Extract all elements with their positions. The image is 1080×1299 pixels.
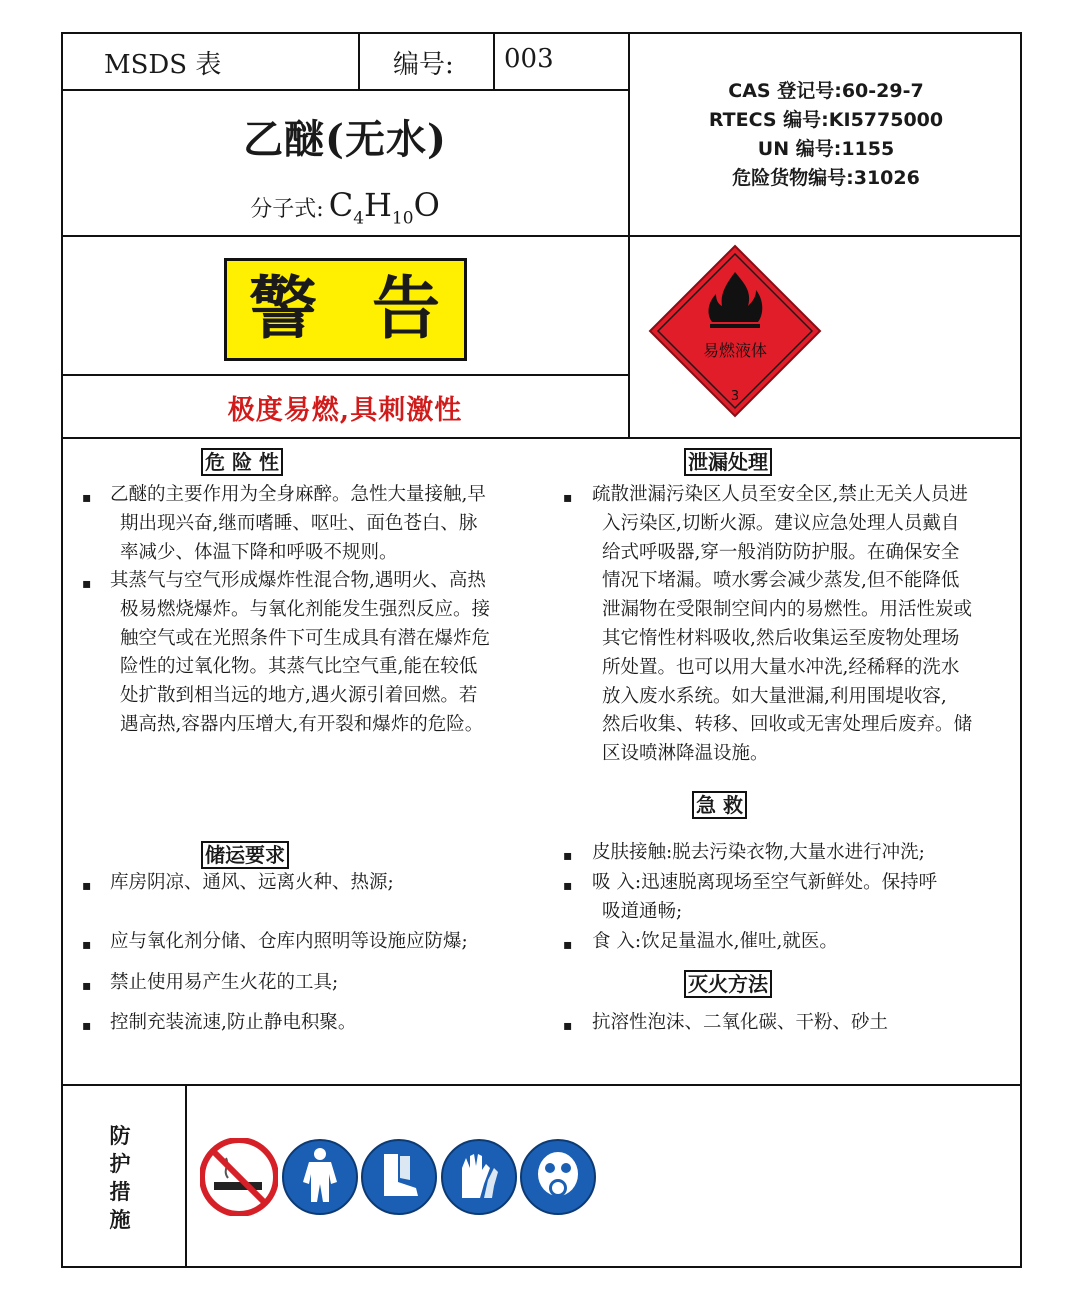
chemical-name: 乙醚(无水) — [243, 116, 447, 163]
un-number: UN 编号:1155 — [757, 138, 895, 160]
rule-title-bottom — [61, 235, 1022, 237]
bullet-icon: ▪ — [82, 878, 92, 894]
warning-banner — [224, 258, 467, 361]
rule-header-div1 — [358, 32, 360, 90]
section-title-leak: 泄漏处理 — [684, 448, 772, 476]
bullet-icon: ▪ — [563, 878, 573, 894]
rule-top-section-bottom — [61, 437, 1022, 439]
first-aid-skin: 皮肤接触:脱去污染衣物,大量水进行冲洗; — [592, 842, 925, 863]
first-aid-inhalation: 吸 入:迅速脱离现场至空气新鲜处。保持呼 — [592, 872, 938, 893]
warning-char-1: 警 — [249, 269, 318, 349]
danger-paragraph-1: 乙醚的主要作用为全身麻醉。急性大量接触,早 期出现兴奋,继而嗜睡、呕吐、面色苍白、脉 率减少、体温下降和呼吸不规则。 — [110, 484, 486, 563]
rule-protection-label — [185, 1084, 187, 1268]
bullet-icon: ▪ — [563, 937, 573, 953]
rtecs-number: RTECS 编号:KI5775000 — [708, 109, 944, 131]
rule-header-div2 — [493, 32, 495, 90]
first-aid-ingestion: 食 入:饮足量温水,催吐,就医。 — [592, 931, 838, 952]
safety-boots-icon — [360, 1138, 438, 1216]
hazard-class-number: 3 — [730, 389, 740, 404]
storage-item-2: 应与氧化剂分储、仓库内照明等设施应防爆; — [110, 931, 468, 952]
fire-method: 抗溶性泡沫、二氧化碳、干粉、砂土 — [592, 1012, 889, 1033]
bullet-icon: ▪ — [563, 1018, 573, 1034]
rule-header-bottom — [61, 89, 629, 91]
bullet-icon: ▪ — [82, 937, 92, 953]
section-title-first-aid: 急 救 — [692, 791, 747, 819]
storage-item-4: 控制充装流速,防止静电积聚。 — [110, 1012, 357, 1033]
section-title-fire: 灭火方法 — [684, 970, 772, 998]
protective-suit-icon — [281, 1138, 359, 1216]
hazard-statement: 极度易燃,具刺激性 — [227, 395, 463, 426]
protection-label: 防 护 措 施 — [109, 1123, 131, 1232]
rule-content-bottom — [61, 1084, 1022, 1086]
msds-label: MSDS 表 — [104, 50, 222, 80]
number-value: 003 — [504, 44, 554, 74]
bullet-icon: ▪ — [82, 576, 92, 592]
danger-paragraph-2: 其蒸气与空气形成爆炸性混合物,遇明火、高热 极易燃烧爆炸。与氧化剂能发生强烈反应。接 触空气或在光照条件下可生成具有潜在爆炸危 险性的过氧化物。其蒸气比空气重,能在较低 处扩散到相当远的地方,遇火源引着回燃。若 遇高热,容器内压增大,有开裂和爆炸的危险。 — [110, 570, 491, 735]
bullet-icon: ▪ — [82, 978, 92, 994]
first-aid-inhalation-cont: 吸道通畅; — [602, 901, 683, 922]
bullet-icon: ▪ — [563, 490, 573, 506]
rule-warning-bottom — [61, 374, 629, 376]
molecular-formula — [61, 186, 629, 228]
dangerous-goods-number: 危险货物编号:31026 — [732, 167, 920, 189]
gloves-icon — [440, 1138, 518, 1216]
storage-item-3: 禁止使用易产生火花的工具; — [110, 972, 339, 993]
bullet-icon: ▪ — [563, 848, 573, 864]
leak-paragraph: 疏散泄漏污染区人员至安全区,禁止无关人员进 入污染区,切断火源。建议应急处理人员戴自 给式呼吸器,穿一般消防防护服。在确保安全 情况下堵漏。喷水雾会减少蒸发,但不能降低 泄漏物在受限制空间内的易燃性。用活性炭或 其它惰性材料吸收,然后收集运至废物处理场 所处置。也可以用大量水冲洗,经稀释的洗水 放入废水系统。如大量泄漏,利用围堤收容, 然后收集、转移、回收或无害处理后废弃。储 区设喷淋降温设施。 — [592, 484, 973, 765]
warning-char-2: 告 — [371, 269, 440, 349]
formula-value: $C_4H_{10}O$ — [328, 186, 440, 229]
cas-number: CAS 登记号:60-29-7 — [728, 80, 924, 102]
flammable-liquid-diamond — [648, 244, 822, 418]
section-title-storage: 储运要求 — [201, 841, 289, 869]
formula-label: 分子式: — [250, 197, 324, 222]
bullet-icon: ▪ — [82, 490, 92, 506]
section-title-danger: 危 险 性 — [201, 448, 283, 476]
number-label: 编号: — [393, 50, 454, 80]
identifier-list — [630, 77, 1022, 193]
bullet-icon: ▪ — [82, 1018, 92, 1034]
no-smoking-icon — [200, 1138, 278, 1216]
storage-item-1: 库房阴凉、通风、远离火种、热源; — [110, 872, 394, 893]
diamond-label: 易燃液体 — [702, 341, 768, 360]
gas-mask-icon — [519, 1138, 597, 1216]
